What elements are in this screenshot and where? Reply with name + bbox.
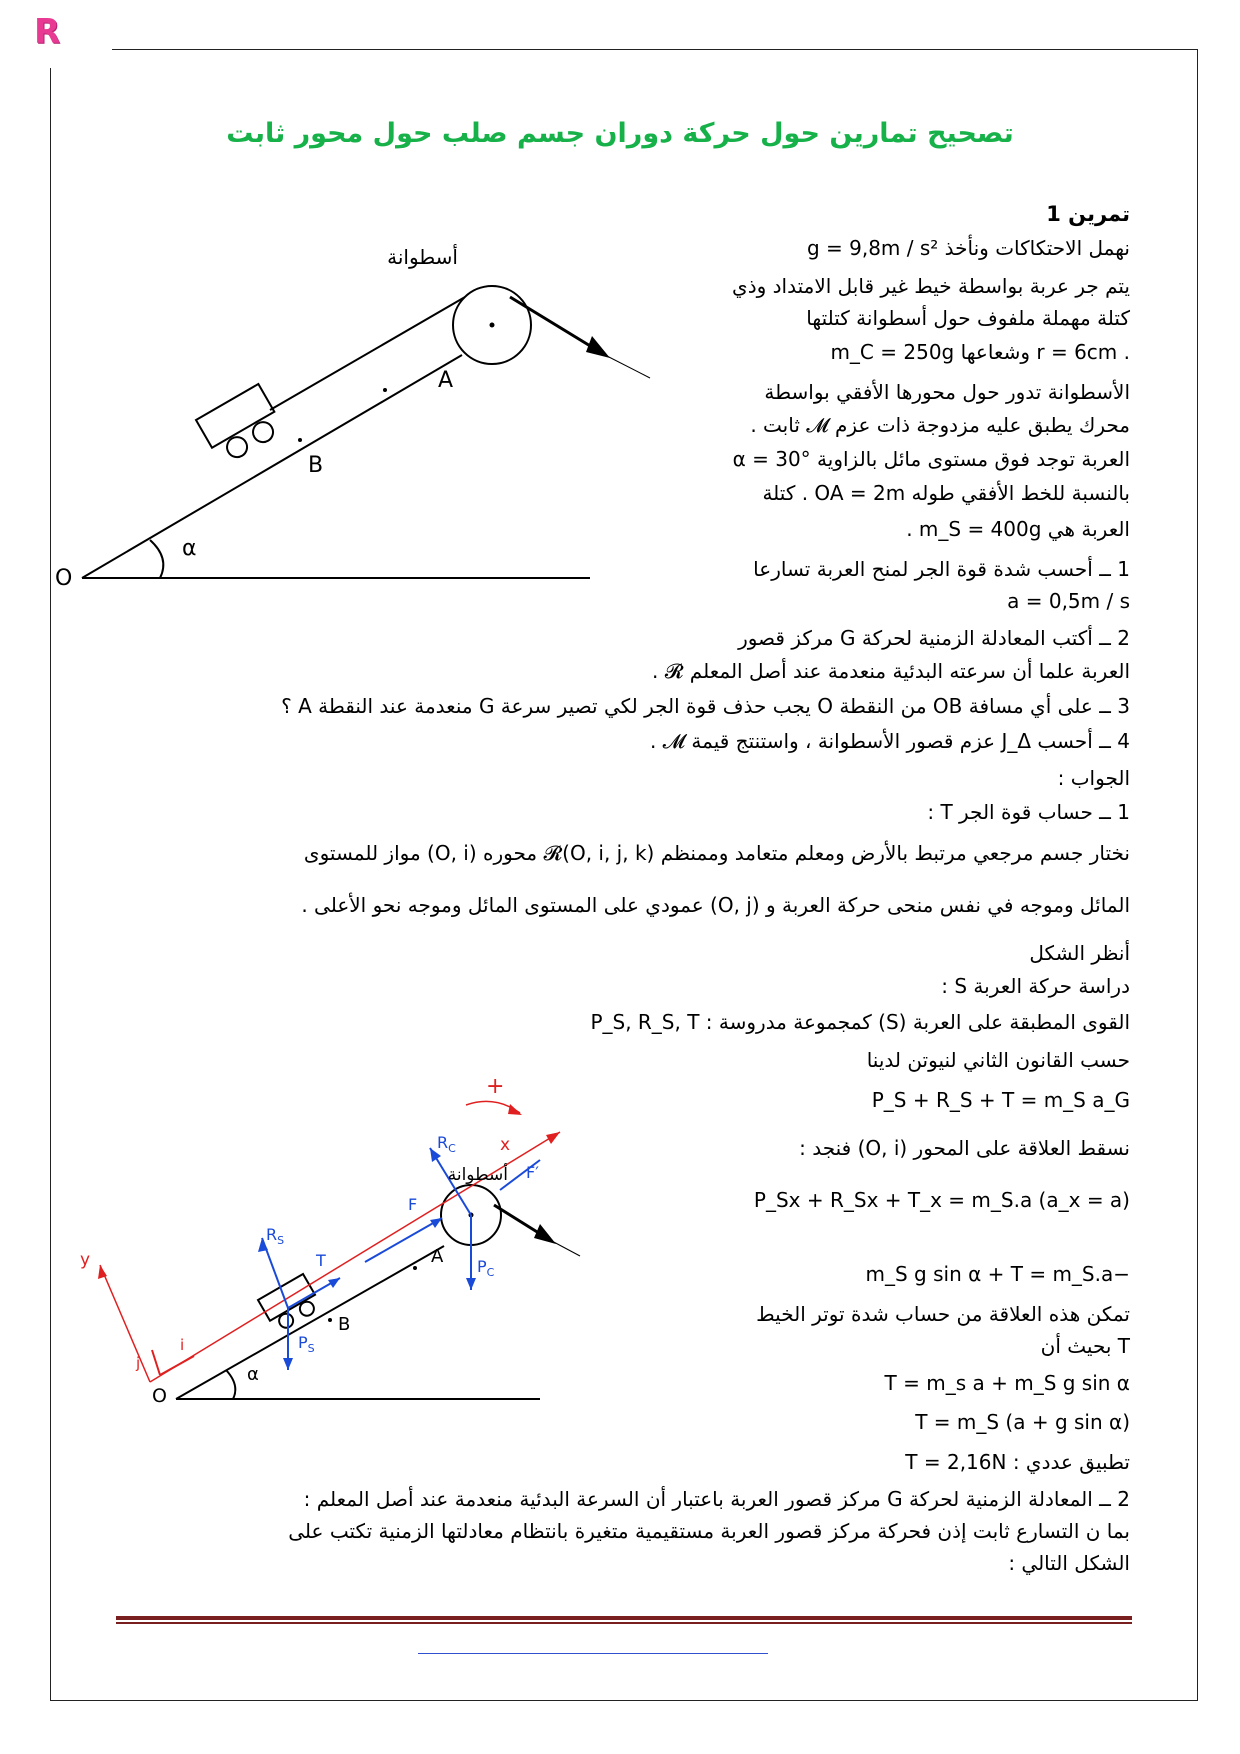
alpha-label-2: α — [247, 1364, 259, 1385]
statement-line: يتم جر عربة بواسطة خيط غير قابل الامتداد وذي — [732, 274, 1130, 298]
statement-line: نهمل الاحتكاكات ونأخذ g = 9,8m / s² — [806, 236, 1130, 260]
point-a-label-2: A — [431, 1246, 444, 1267]
answer-line: دراسة حركة العربة S : — [941, 974, 1130, 998]
answer-line: القوى المطبقة على العربة (S) كمجموعة مدروسة : P_S, R_S, T — [590, 1010, 1130, 1034]
f-label: F — [408, 1195, 418, 1214]
footer-divider-thin — [116, 1622, 1132, 1624]
statement-line: بالنسبة للخط الأفقي طوله OA = 2m . كتلة — [762, 481, 1130, 505]
question-line: 1 ــ أحسب شدة قوة الجر لمنح العربة تسارعا — [753, 557, 1130, 581]
answer-line: أنظر الشكل — [1029, 941, 1130, 965]
alpha-label: α — [182, 536, 197, 561]
answer-line: نختار جسم مرجعي مرتبط بالأرض ومعلم متعامد وممنظم 𝓡(O, i, j, k) محوره (O, i) مواز للمستوى — [303, 841, 1130, 865]
rs-label: $R_S$ — [266, 1225, 285, 1247]
answer-line: T بحيث أن — [1040, 1334, 1130, 1358]
equation-line: T = m_s a + m_S g sin α — [884, 1371, 1130, 1395]
answer-line: 2 ــ المعادلة الزمنية لحركة G مركز قصور العربة باعتبار أن السرعة البدئية منعدمة عند أصل المعلم : — [303, 1487, 1130, 1511]
fp-label: F′ — [526, 1163, 539, 1182]
question-line: 3 ــ على أي مسافة OB من النقطة O يجب حذف قوة الجر لكي تصير سرعة G منعدمة عند النقطة A ؟ — [281, 694, 1130, 718]
question-line: العربة علما أن سرعته البدئية منعدمة عند أصل المعلم 𝓡 . — [652, 659, 1130, 683]
site-logo: R — [34, 12, 61, 52]
plus-label: + — [486, 1074, 505, 1099]
equation-line: −m_S g sin α + T = m_S.a — [865, 1262, 1130, 1286]
statement-line: العربة هي m_S = 400g . — [906, 517, 1130, 541]
answer-line: تطبيق عددي : T = 2,16N — [905, 1450, 1130, 1474]
answer-line: المائل وموجه في نفس منحى حركة العربة و (O, j) عمودي على المستوى المائل وموجه نحو الأعلى . — [301, 893, 1130, 917]
cylinder-label: أسطوانة — [387, 245, 458, 269]
i-vector — [160, 1356, 194, 1375]
ps-label: $P_S$ — [298, 1333, 315, 1355]
answer-line: الجواب : — [1057, 766, 1130, 790]
incline-line-2 — [176, 1246, 444, 1399]
equation-line: P_S + R_S + T = m_S a_G — [871, 1088, 1130, 1112]
answer-line: تمكن هذه العلاقة من حساب شدة توتر الخيط — [756, 1302, 1130, 1326]
angle-arc-2 — [226, 1370, 235, 1399]
page-title: تصحيح تمارين حول حركة دوران جسم صلب حول محور ثابت — [226, 118, 1014, 149]
point-b-label-2: B — [338, 1314, 351, 1335]
pc-label: $P_C$ — [477, 1257, 495, 1279]
j-label: j — [136, 1354, 141, 1372]
equation-line: T = m_S (a + g sin α) — [915, 1410, 1130, 1434]
x-axis-label: x — [500, 1135, 511, 1155]
statement-line: . r = 6cm وشعاعها m_C = 250g — [830, 340, 1130, 364]
y-axis — [100, 1265, 150, 1382]
answer-line: نسقط العلاقة على المحور (O, i) فنجد : — [799, 1136, 1130, 1160]
answer-line: 1 ــ حساب قوة الجر T : — [927, 800, 1130, 824]
statement-line: الأسطوانة تدور حول محورها الأفقي بواسطة — [764, 380, 1130, 404]
y-axis-label: y — [80, 1250, 91, 1270]
question-line: 2 ــ أكتب المعادلة الزمنية لحركة G مركز قصور — [738, 626, 1130, 650]
rc-label: $R_C$ — [437, 1133, 456, 1155]
point-b-label: B — [308, 453, 324, 478]
statement-line: كتلة مهملة ملفوف حول أسطوانة كتلتها — [806, 306, 1130, 330]
cylinder-label-2: أسطوانة — [447, 1165, 508, 1185]
point-o-label-2: O — [152, 1385, 167, 1407]
j-vector — [152, 1350, 160, 1375]
question-line: a = 0,5m / s — [1007, 589, 1130, 613]
i-label: i — [180, 1336, 185, 1354]
answer-line: بما ن التسارع ثابت إذن فحركة مركز قصور العربة مستقيمية متغيرة بانتظام معادلتها الزمنية تكتب على — [288, 1519, 1130, 1543]
answer-line: حسب القانون الثاني لنيوتن لدينا — [866, 1048, 1130, 1072]
footer-link-line — [418, 1653, 768, 1654]
point-a-label: A — [438, 368, 454, 393]
t-label: T — [316, 1251, 326, 1270]
exercise-heading: تمرين 1 — [1046, 202, 1130, 226]
question-line: 4 ــ أحسب J_Δ عزم قصور الأسطوانة ، واستنتج قيمة 𝓜 . — [649, 729, 1130, 753]
statement-line: العربة توجد فوق مستوى مائل بالزاوية α = 30° — [732, 447, 1130, 471]
point-o-label: O — [55, 566, 73, 591]
equation-line: P_Sx + R_Sx + T_x = m_S.a (a_x = a) — [753, 1188, 1130, 1212]
statement-line: محرك يطبق عليه مزدوجة ذات عزم 𝓜 ثابت . — [750, 413, 1130, 437]
footer-divider — [116, 1616, 1132, 1620]
answer-line: الشكل التالي : — [1008, 1551, 1130, 1575]
